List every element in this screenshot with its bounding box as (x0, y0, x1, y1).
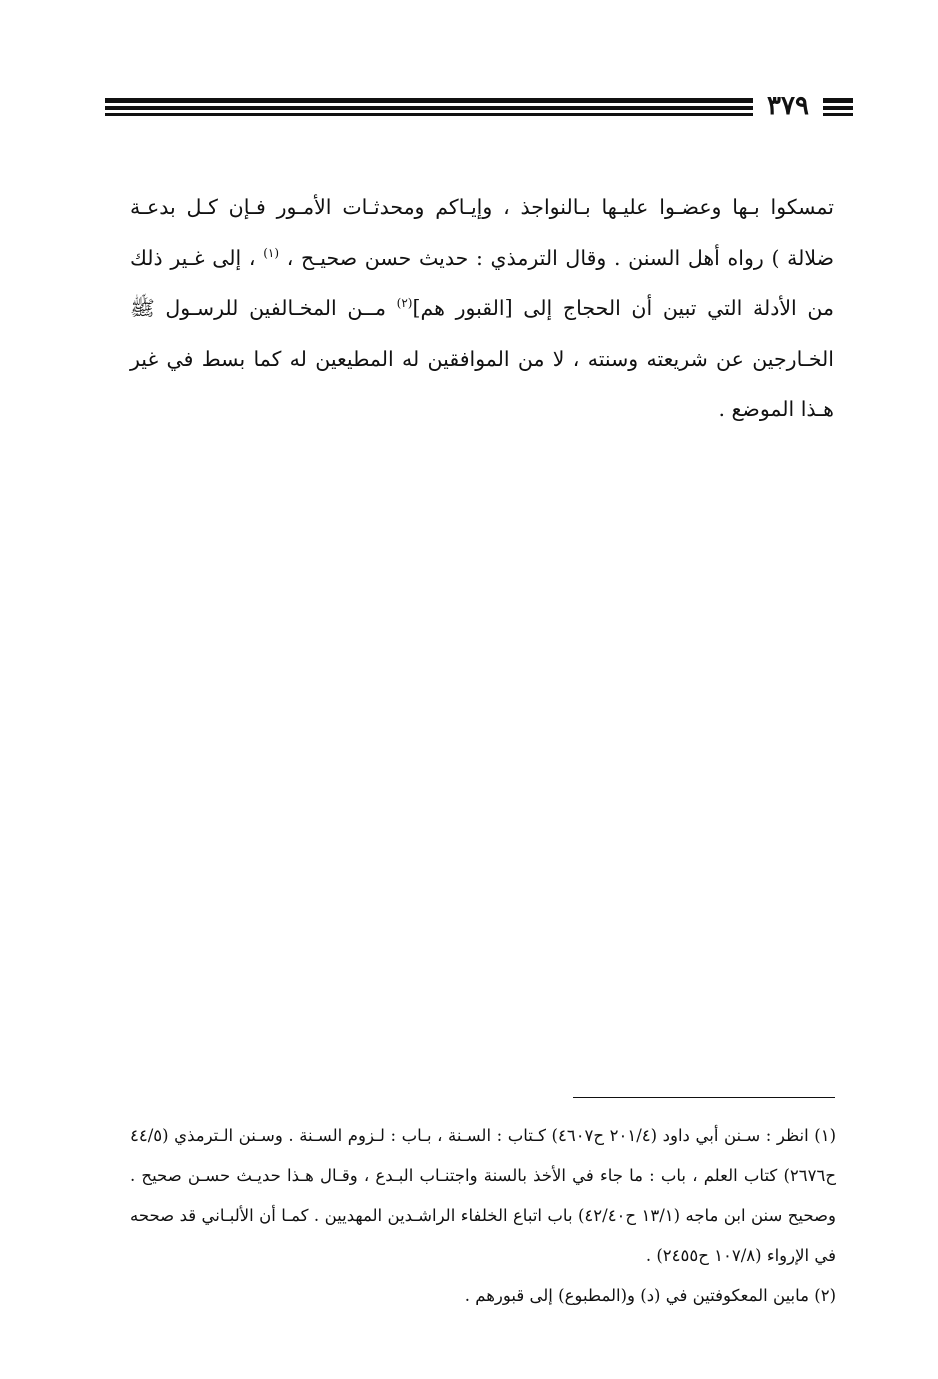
footnote-1: (١) انظر : سـنن أبي داود (٢٠١/٤ ح٤٦٠٧) كـتاب : السـنة ، بـاب : لـزوم السـنة . وسـنن الـترمذي (٤٤/٥ ح٢٦٧٦) كتاب العلم ، باب : ما جاء في الأخذ بالسنة واجتنـاب البـدع ، وقـال هـذا حديـث حسـن صحيح . وصحيح سنن ابن ماجه (١٣/١ ح٤٢/٤٠) باب اتباع الخلفاء الراشـدين المهديين . كمـا أن الألبـاني قد صححه في الإرواء (١٠٧/٨ ح٢٤٥٥) . (130, 1126, 836, 1265)
paragraph-part-2: ، إلى غـير ذلك من الأدلة التي تبين أن الحجاج إلى [القبور هم] (130, 245, 834, 320)
paragraph-part-1: تمسكوا بـها وعضـوا عليـها بـالنواجذ ، وإيـاكم ومحدثـات الأمـور فـإن كـل بدعـة ضلالة ) رواه أهل السنن . وقال الترمذي : حديث حسن صحيـح ، (130, 195, 834, 270)
paragraph-part-3: مــن المخـالفين للرسـول ﷺ الخـارجين عن شريعته وسنته ، لا من الموافقين له المطيعين له كما بسط في غير هـذا الموضع . (130, 296, 834, 421)
page-number: ٣٧٩ (767, 91, 809, 121)
header-rule (105, 106, 753, 110)
footnote-divider (573, 1097, 835, 1098)
header-rule (105, 98, 753, 103)
main-paragraph (130, 182, 834, 435)
footnotes (130, 1116, 836, 1316)
page-header (105, 92, 853, 126)
header-rule (823, 113, 853, 116)
footnote-2: (٢) مابين المعكوفتين في (د) و(المطبوع) إلى قبورهم . (464, 1286, 836, 1305)
header-rule (823, 98, 853, 103)
footnote-reference-1: (١) (263, 245, 280, 260)
main-text (130, 182, 834, 435)
footnote-reference-2: (٢) (396, 296, 413, 311)
header-rule (105, 113, 753, 116)
header-rule (823, 106, 853, 110)
